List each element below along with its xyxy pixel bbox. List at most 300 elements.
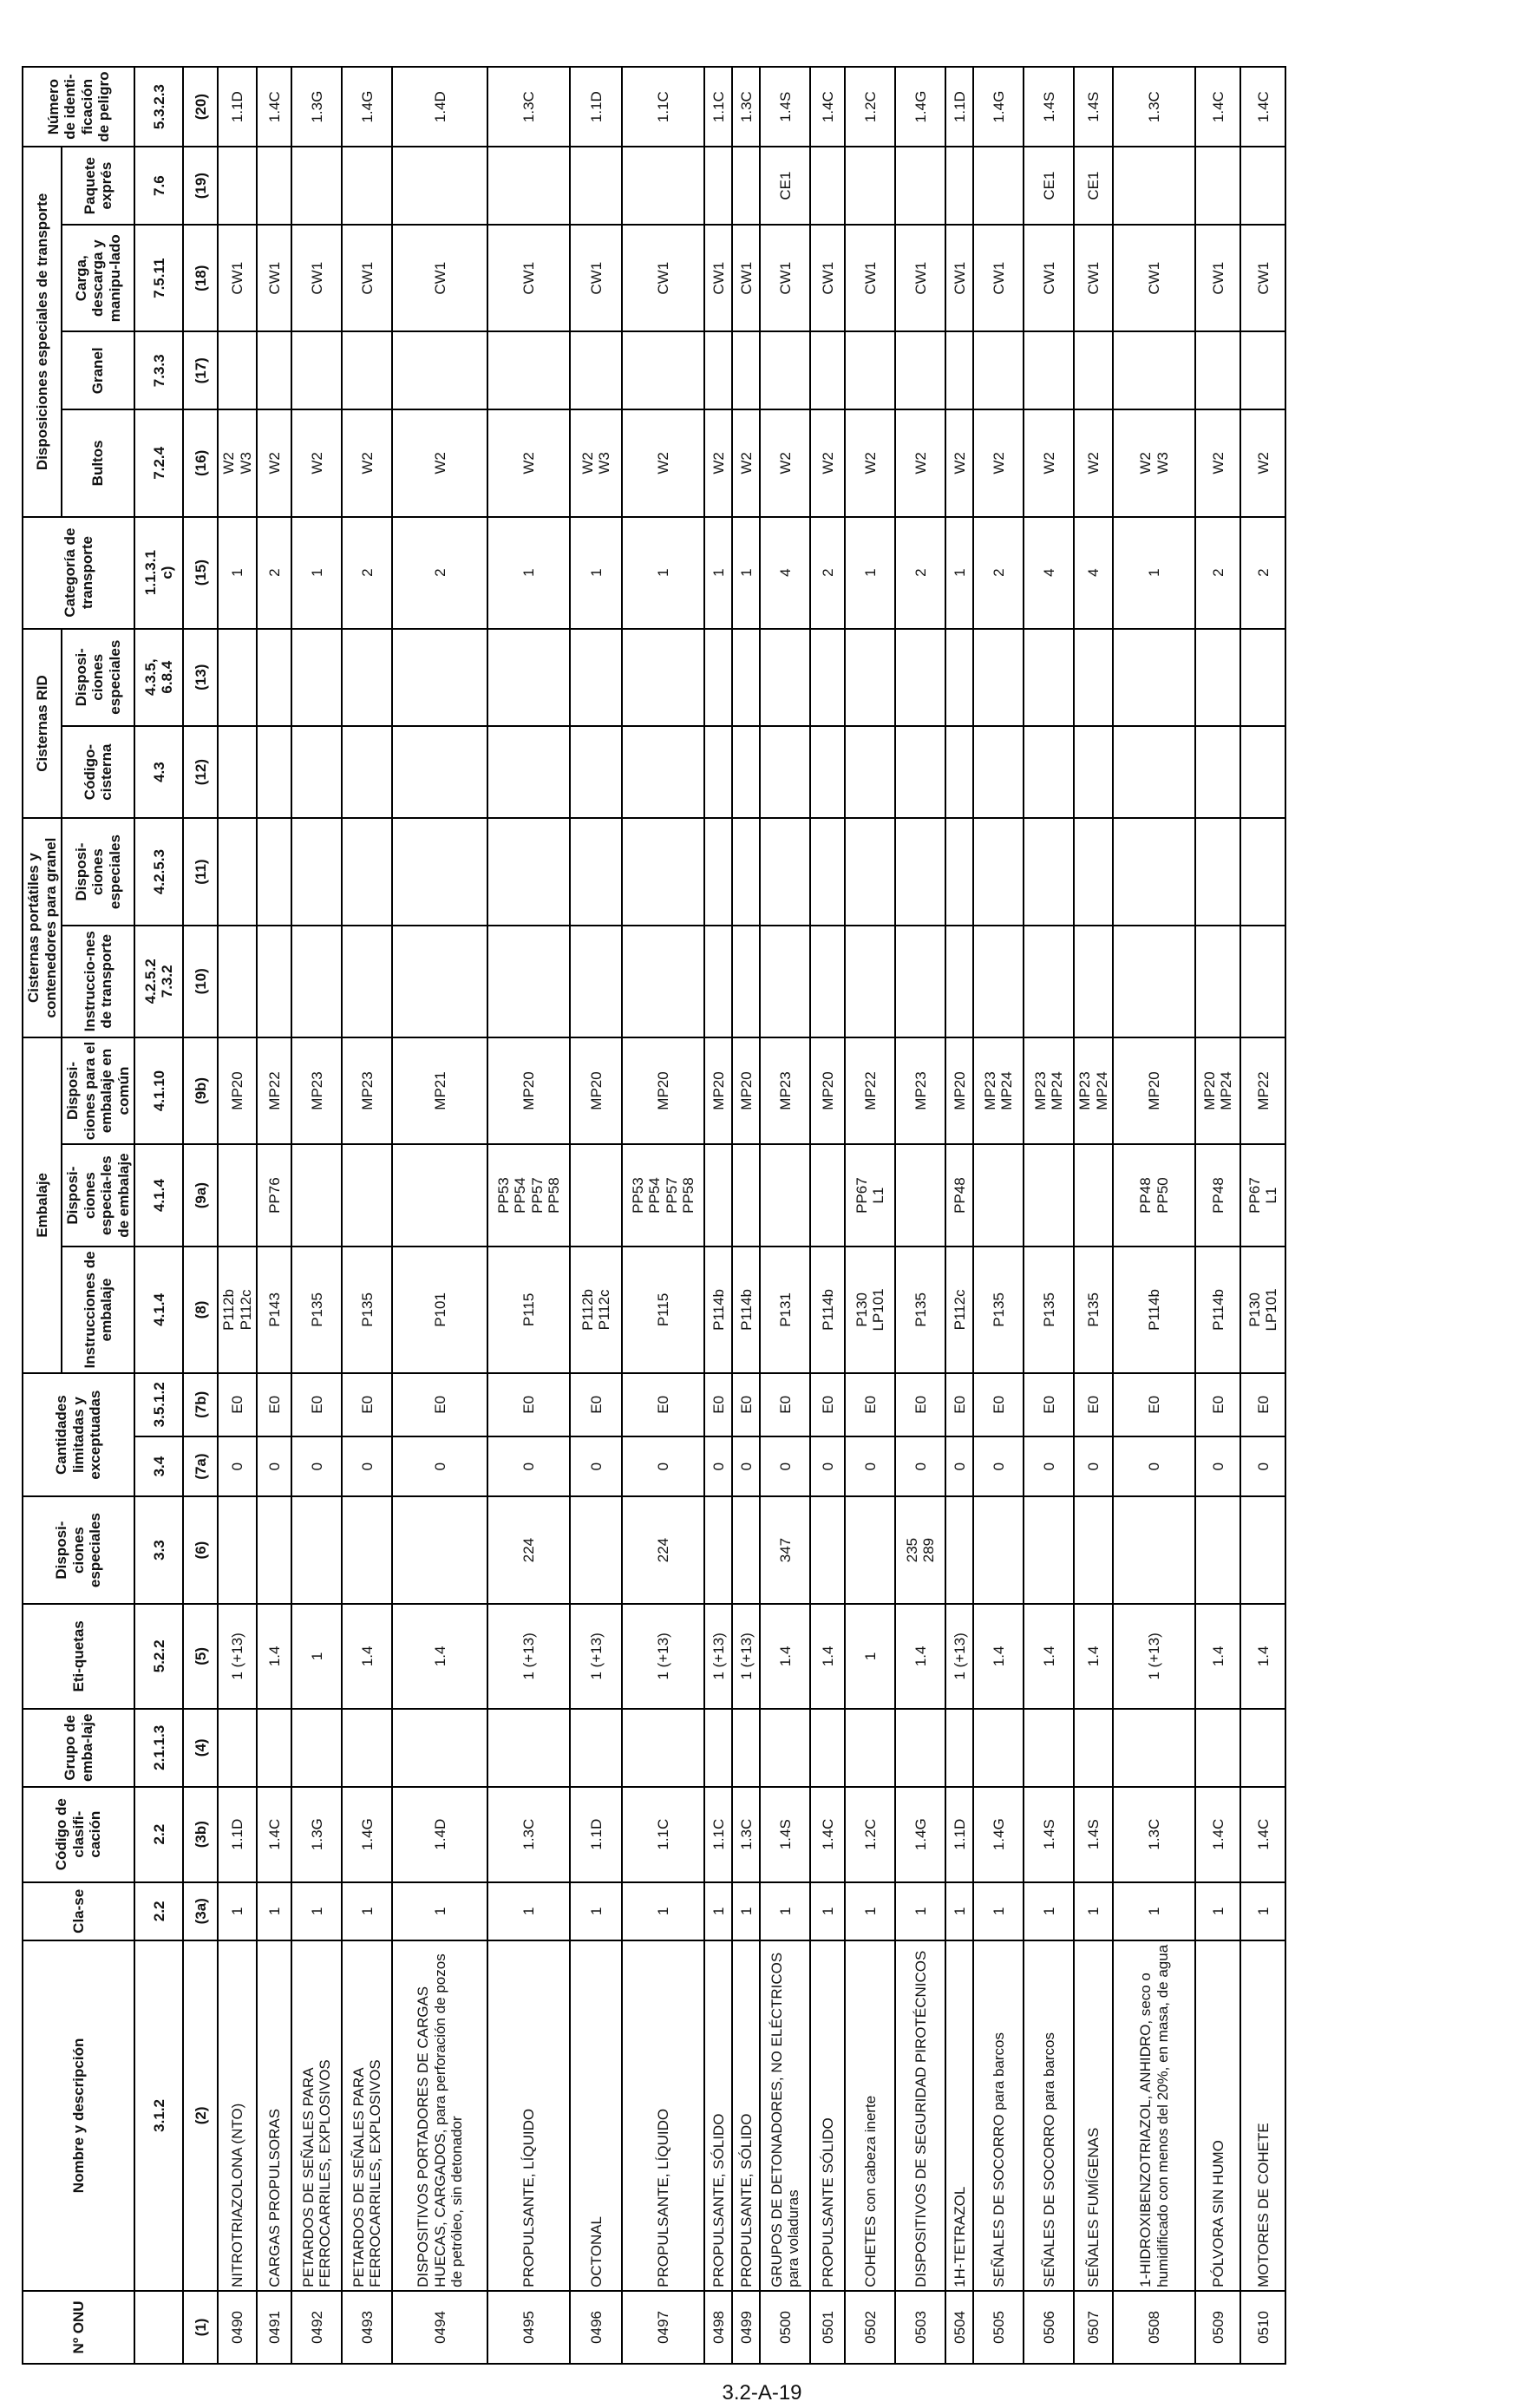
table-cell: 0 — [218, 1436, 257, 1497]
table-cell: CW1 — [291, 225, 342, 331]
table-cell — [342, 1496, 392, 1603]
table-cell: CW1 — [342, 225, 392, 331]
un-number-cell: 0500 — [760, 2291, 810, 2364]
column-number-cell: (18) — [183, 225, 218, 331]
table-row — [1024, 67, 1074, 2364]
table-cell: 1 — [1195, 1882, 1240, 1940]
table-cell: CW1 — [1113, 225, 1195, 331]
header-portable-tanks-group: Cisternas portátiles y contenedores para granel — [23, 818, 62, 1037]
table-cell — [1113, 726, 1195, 819]
table-row — [1074, 67, 1113, 2364]
table-cell: 4 — [1074, 517, 1113, 629]
table-cell: 1 — [291, 517, 342, 629]
table-cell — [392, 1144, 487, 1247]
table-cell: CW1 — [732, 225, 760, 331]
column-number-cell: (10) — [183, 926, 218, 1037]
table-cell: 0 — [622, 1436, 704, 1497]
column-number-cell: (12) — [183, 726, 218, 819]
table-cell: CW1 — [895, 225, 945, 331]
table-cell — [257, 726, 291, 819]
table-cell: 1 — [845, 1882, 895, 1940]
table-cell — [810, 818, 845, 925]
table-cell: 1 — [1113, 517, 1195, 629]
table-cell: CE1 — [1074, 147, 1113, 225]
table-cell — [704, 1709, 732, 1787]
table-cell: CW1 — [845, 225, 895, 331]
reference-cell: 4.1.10 — [134, 1037, 183, 1144]
table-cell: W2 — [1074, 409, 1113, 516]
table-cell — [570, 726, 622, 819]
table-cell — [1024, 1144, 1074, 1247]
table-cell — [487, 726, 570, 819]
table-row — [810, 67, 845, 2364]
reference-cell — [134, 2291, 183, 2364]
column-number-cell: (6) — [183, 1496, 218, 1603]
table-cell: P115 — [487, 1247, 570, 1373]
table-cell — [810, 1144, 845, 1247]
table-cell: 0 — [1074, 1436, 1113, 1497]
table-cell: E0 — [342, 1373, 392, 1436]
header-tank-instructions: Instruccio-nes de transporte — [62, 926, 134, 1037]
table-cell: E0 — [570, 1373, 622, 1436]
table-row — [845, 67, 895, 2364]
table-cell — [760, 818, 810, 925]
table-row — [732, 67, 760, 2364]
table-cell — [1240, 147, 1285, 225]
table-cell — [392, 147, 487, 225]
table-cell — [570, 926, 622, 1037]
header-tank-code: Código-cisterna — [62, 726, 134, 819]
table-cell — [732, 1709, 760, 1787]
header-bulk: Granel — [62, 331, 134, 409]
table-cell — [704, 726, 732, 819]
table-cell — [622, 818, 704, 925]
column-number-cell: (11) — [183, 818, 218, 925]
table-cell: P143 — [257, 1247, 291, 1373]
table-cell: MP22 — [257, 1037, 291, 1144]
reference-cell: 3.4 — [134, 1436, 183, 1497]
table-cell: P135 — [342, 1247, 392, 1373]
table-cell — [487, 1709, 570, 1787]
table-cell — [291, 926, 342, 1037]
table-cell: 1.1D — [570, 67, 622, 147]
table-cell — [218, 1496, 257, 1603]
table-cell: CW1 — [218, 225, 257, 331]
table-cell: CW1 — [810, 225, 845, 331]
table-cell: E0 — [1113, 1373, 1195, 1436]
un-number-cell: 0497 — [622, 2291, 704, 2364]
table-cell — [760, 926, 810, 1037]
table-cell — [570, 818, 622, 925]
table-cell: PP53 PP54 PP57 PP58 — [622, 1144, 704, 1247]
table-cell: CW1 — [760, 225, 810, 331]
table-cell — [1074, 331, 1113, 409]
name-cell: NITROTRIAZOLONA (NTO) — [218, 1940, 257, 2291]
column-number-cell: (15) — [183, 517, 218, 629]
table-cell: P114b — [810, 1247, 845, 1373]
table-cell — [945, 629, 973, 726]
table-cell: 1 — [895, 1882, 945, 1940]
table-cell: 1 — [1074, 1882, 1113, 1940]
header-un-number: Nº ONU — [23, 2291, 134, 2364]
table-cell: 1 (+13) — [945, 1604, 973, 1709]
table-cell — [291, 147, 342, 225]
table-cell: 1.4 — [1240, 1604, 1285, 1709]
table-cell — [392, 926, 487, 1037]
table-cell — [622, 926, 704, 1037]
table-cell: W2 — [973, 409, 1024, 516]
table-cell — [895, 1144, 945, 1247]
table-cell — [622, 726, 704, 819]
un-number-cell: 0509 — [1195, 2291, 1240, 2364]
table-cell: 224 — [622, 1496, 704, 1603]
table-cell — [291, 818, 342, 925]
name-cell: PROPULSANTE SÓLIDO — [810, 1940, 845, 2291]
table-cell: 1.2C — [845, 67, 895, 147]
table-cell — [732, 331, 760, 409]
table-cell: 1 — [342, 1882, 392, 1940]
table-row — [622, 67, 704, 2364]
table-cell: 1 (+13) — [732, 1604, 760, 1709]
table-cell — [810, 726, 845, 819]
table-cell: 1.4S — [760, 67, 810, 147]
table-cell: E0 — [1024, 1373, 1074, 1436]
table-cell: 0 — [1113, 1436, 1195, 1497]
table-cell: 0 — [845, 1436, 895, 1497]
table-cell — [487, 818, 570, 925]
table-cell: 2 — [1195, 517, 1240, 629]
table-cell — [291, 1496, 342, 1603]
table-cell: 1.1D — [218, 67, 257, 147]
table-cell — [291, 1709, 342, 1787]
name-cell: PÓLVORA SIN HUMO — [1195, 1940, 1240, 2291]
table-row — [487, 67, 570, 2364]
table-cell: 1.4C — [1240, 1787, 1285, 1882]
table-cell: E0 — [487, 1373, 570, 1436]
table-row — [570, 67, 622, 2364]
table-cell — [704, 629, 732, 726]
table-cell: 0 — [973, 1436, 1024, 1497]
table-cell — [622, 1709, 704, 1787]
table-cell — [257, 1709, 291, 1787]
table-cell: 1.3C — [487, 1787, 570, 1882]
table-cell: 1.4 — [760, 1604, 810, 1709]
table-cell: 2 — [1240, 517, 1285, 629]
table-cell: P135 — [291, 1247, 342, 1373]
table-cell: 1.4 — [973, 1604, 1024, 1709]
table-cell: 0 — [342, 1436, 392, 1497]
table-cell: MP23 — [342, 1037, 392, 1144]
table-cell: W2 W3 — [1113, 409, 1195, 516]
table-cell — [895, 629, 945, 726]
table-cell — [342, 147, 392, 225]
name-cell: PROPULSANTE, SÓLIDO — [732, 1940, 760, 2291]
table-cell — [1240, 726, 1285, 819]
table-cell: 1.4G — [342, 67, 392, 147]
table-cell: 1.1C — [622, 67, 704, 147]
table-cell: P130 LP101 — [845, 1247, 895, 1373]
table-cell: 1.4 — [1195, 1604, 1240, 1709]
table-cell — [1113, 1709, 1195, 1787]
name-cell: SEÑALES DE SOCORRO para barcos — [1024, 1940, 1074, 2291]
table-cell — [760, 726, 810, 819]
table-row — [257, 67, 291, 2364]
table-cell: 4 — [760, 517, 810, 629]
table-cell: P135 — [973, 1247, 1024, 1373]
column-number-cell: (2) — [183, 1940, 218, 2291]
table-cell — [218, 147, 257, 225]
table-cell — [895, 331, 945, 409]
un-number-cell: 0495 — [487, 2291, 570, 2364]
table-cell: CW1 — [392, 225, 487, 331]
table-cell — [895, 1709, 945, 1787]
table-cell: PP67 L1 — [845, 1144, 895, 1247]
table-cell — [1024, 629, 1074, 726]
table-cell — [945, 818, 973, 925]
table-cell: PP48 PP50 — [1113, 1144, 1195, 1247]
table-cell — [1195, 1709, 1240, 1787]
table-cell: 1 (+13) — [704, 1604, 732, 1709]
table-cell: 235 289 — [895, 1496, 945, 1603]
table-cell — [732, 818, 760, 925]
table-cell — [1195, 1496, 1240, 1603]
table-cell: 1.4G — [895, 67, 945, 147]
table-cell — [973, 726, 1024, 819]
table-cell: 1 — [622, 517, 704, 629]
column-number-cell: (7a) — [183, 1436, 218, 1497]
table-cell — [1113, 629, 1195, 726]
table-cell: 0 — [732, 1436, 760, 1497]
table-row — [1195, 67, 1240, 2364]
table-cell: 1 — [945, 1882, 973, 1940]
table-cell: 1 — [1113, 1882, 1195, 1940]
page-number: 3.2-A-19 — [722, 2381, 802, 2405]
table-cell: 0 — [392, 1436, 487, 1497]
table-cell: W2 — [945, 409, 973, 516]
table-cell: 1.4C — [257, 67, 291, 147]
table-cell — [845, 1709, 895, 1787]
reference-cell: 4.2.5.2 7.3.2 — [134, 926, 183, 1037]
table-cell: PP48 — [1195, 1144, 1240, 1247]
column-number-cell: (9b) — [183, 1037, 218, 1144]
table-cell: E0 — [895, 1373, 945, 1436]
table-cell: 1.4C — [257, 1787, 291, 1882]
table-cell: W2 — [704, 409, 732, 516]
table-cell: 0 — [1240, 1436, 1285, 1497]
table-cell: 1 (+13) — [218, 1604, 257, 1709]
header-labels: Eti-quetas — [23, 1604, 134, 1709]
table-row — [1113, 67, 1195, 2364]
table-cell: 1.4 — [895, 1604, 945, 1709]
name-cell: 1H-TETRAZOL — [945, 1940, 973, 2291]
table-cell: 1 — [1024, 1882, 1074, 1940]
table-cell: 1.3C — [487, 67, 570, 147]
table-cell — [945, 926, 973, 1037]
table-cell: CW1 — [1074, 225, 1113, 331]
table-cell: 1.4D — [392, 67, 487, 147]
table-cell — [291, 331, 342, 409]
table-cell: W2 — [622, 409, 704, 516]
table-cell: W2 W3 — [570, 409, 622, 516]
table-cell: MP20 — [945, 1037, 973, 1144]
table-cell — [973, 818, 1024, 925]
reference-cell: 7.5.11 — [134, 225, 183, 331]
table-row — [342, 67, 392, 2364]
table-cell: P112b P112c — [218, 1247, 257, 1373]
table-cell — [1113, 1496, 1195, 1603]
un-number-cell: 0508 — [1113, 2291, 1195, 2364]
table-row — [392, 67, 487, 2364]
table-cell: 1.4 — [1074, 1604, 1113, 1709]
un-number-cell: 0499 — [732, 2291, 760, 2364]
table-cell — [570, 331, 622, 409]
table-cell — [973, 1709, 1024, 1787]
table-cell: 1.1D — [945, 67, 973, 147]
table-cell — [1240, 818, 1285, 925]
table-cell: 1.4G — [342, 1787, 392, 1882]
table-cell — [845, 147, 895, 225]
table-cell — [622, 147, 704, 225]
table-cell — [945, 1709, 973, 1787]
table-cell: P114b — [1113, 1247, 1195, 1373]
reference-cell: 2.2 — [134, 1882, 183, 1940]
table-cell — [1113, 331, 1195, 409]
table-cell — [392, 818, 487, 925]
reference-row — [134, 67, 183, 2364]
table-cell: E0 — [760, 1373, 810, 1436]
table-cell: 1 — [760, 1882, 810, 1940]
reference-cell: 3.5.1.2 — [134, 1373, 183, 1436]
table-cell: W2 — [342, 409, 392, 516]
header-name: Nombre y descripción — [23, 1940, 134, 2291]
table-cell: W2 — [1240, 409, 1285, 516]
table-cell — [1074, 629, 1113, 726]
table-cell — [257, 147, 291, 225]
table-cell — [845, 818, 895, 925]
table-cell: 1 — [487, 517, 570, 629]
table-cell: W2 — [1195, 409, 1240, 516]
table-cell — [1074, 1144, 1113, 1247]
column-number-cell: (19) — [183, 147, 218, 225]
table-cell: W2 — [810, 409, 845, 516]
table-cell: CW1 — [257, 225, 291, 331]
reference-cell: 4.3.5, 6.8.4 — [134, 629, 183, 726]
table-cell: PP67 L1 — [1240, 1144, 1285, 1247]
table-cell: E0 — [622, 1373, 704, 1436]
un-number-cell: 0501 — [810, 2291, 845, 2364]
table-cell: 0 — [257, 1436, 291, 1497]
table-cell — [973, 331, 1024, 409]
table-cell — [973, 1144, 1024, 1247]
table-cell — [487, 629, 570, 726]
table-cell: MP23 — [895, 1037, 945, 1144]
table-cell — [845, 726, 895, 819]
table-cell: MP20 — [622, 1037, 704, 1144]
table-cell — [1113, 818, 1195, 925]
un-number-cell: 0491 — [257, 2291, 291, 2364]
table-cell — [973, 926, 1024, 1037]
un-number-cell: 0490 — [218, 2291, 257, 2364]
table-cell: 1 — [570, 517, 622, 629]
table-cell: CW1 — [945, 225, 973, 331]
table-cell: P114b — [1195, 1247, 1240, 1373]
table-cell: 1 — [622, 1882, 704, 1940]
table-cell — [945, 1496, 973, 1603]
table-cell — [218, 726, 257, 819]
table-cell: CW1 — [704, 225, 732, 331]
table-cell: CW1 — [487, 225, 570, 331]
reference-cell: 5.3.2.3 — [134, 67, 183, 147]
table-cell — [1074, 818, 1113, 925]
table-cell: 1.4S — [1024, 67, 1074, 147]
table-cell: 1.3C — [732, 67, 760, 147]
table-cell: 1 — [845, 517, 895, 629]
table-cell — [810, 629, 845, 726]
table-cell: E0 — [704, 1373, 732, 1436]
table-cell: E0 — [1195, 1373, 1240, 1436]
table-cell: 1 — [945, 517, 973, 629]
table-cell — [622, 331, 704, 409]
name-cell: DISPOSITIVOS PORTADORES DE CARGAS HUECAS, CARGADOS, para perforación de pozos de petróleo, sin detonador — [392, 1940, 487, 2291]
table-cell — [1024, 926, 1074, 1037]
table-cell — [1024, 726, 1074, 819]
table-cell — [342, 331, 392, 409]
table-cell: MP20 — [1113, 1037, 1195, 1144]
un-number-cell: 0494 — [392, 2291, 487, 2364]
table-cell: 1.4 — [1024, 1604, 1074, 1709]
table-cell — [1240, 331, 1285, 409]
header-special-packing-provisions: Disposi-ciones especia-les de embalaje — [62, 1144, 134, 1247]
table-cell — [392, 1709, 487, 1787]
table-cell: 1.2C — [845, 1787, 895, 1882]
table-cell: E0 — [973, 1373, 1024, 1436]
reference-cell: 2.1.1.3 — [134, 1709, 183, 1787]
table-cell: 1 — [704, 1882, 732, 1940]
un-number-cell: 0505 — [973, 2291, 1024, 2364]
table-cell — [570, 1709, 622, 1787]
table-cell: 1.4 — [392, 1604, 487, 1709]
table-cell — [945, 147, 973, 225]
table-cell — [392, 726, 487, 819]
reference-cell: 4.2.5.3 — [134, 818, 183, 925]
table-cell: 1.4S — [1074, 1787, 1113, 1882]
table-cell — [570, 1496, 622, 1603]
table-cell — [1240, 1709, 1285, 1787]
table-cell: P131 — [760, 1247, 810, 1373]
table-cell — [218, 331, 257, 409]
table-cell — [704, 926, 732, 1037]
table-cell — [392, 629, 487, 726]
table-cell: CW1 — [973, 225, 1024, 331]
table-cell — [760, 331, 810, 409]
table-cell — [845, 1496, 895, 1603]
name-cell: SEÑALES DE SOCORRO para barcos — [973, 1940, 1024, 2291]
header-tank-special-provisions: Disposi-ciones especiales — [62, 818, 134, 925]
header-rid-special-provisions: Disposi-ciones especiales — [62, 629, 134, 726]
table-row — [895, 67, 945, 2364]
table-cell: CW1 — [1024, 225, 1074, 331]
table-cell: 1.4 — [342, 1604, 392, 1709]
table-cell — [1195, 629, 1240, 726]
table-cell: 1 — [291, 1882, 342, 1940]
table-cell — [218, 629, 257, 726]
un-number-cell: 0502 — [845, 2291, 895, 2364]
table-cell: W2 — [291, 409, 342, 516]
table-cell: MP23 — [291, 1037, 342, 1144]
table-cell: W2 — [487, 409, 570, 516]
table-cell — [704, 818, 732, 925]
table-cell: 0 — [810, 1436, 845, 1497]
